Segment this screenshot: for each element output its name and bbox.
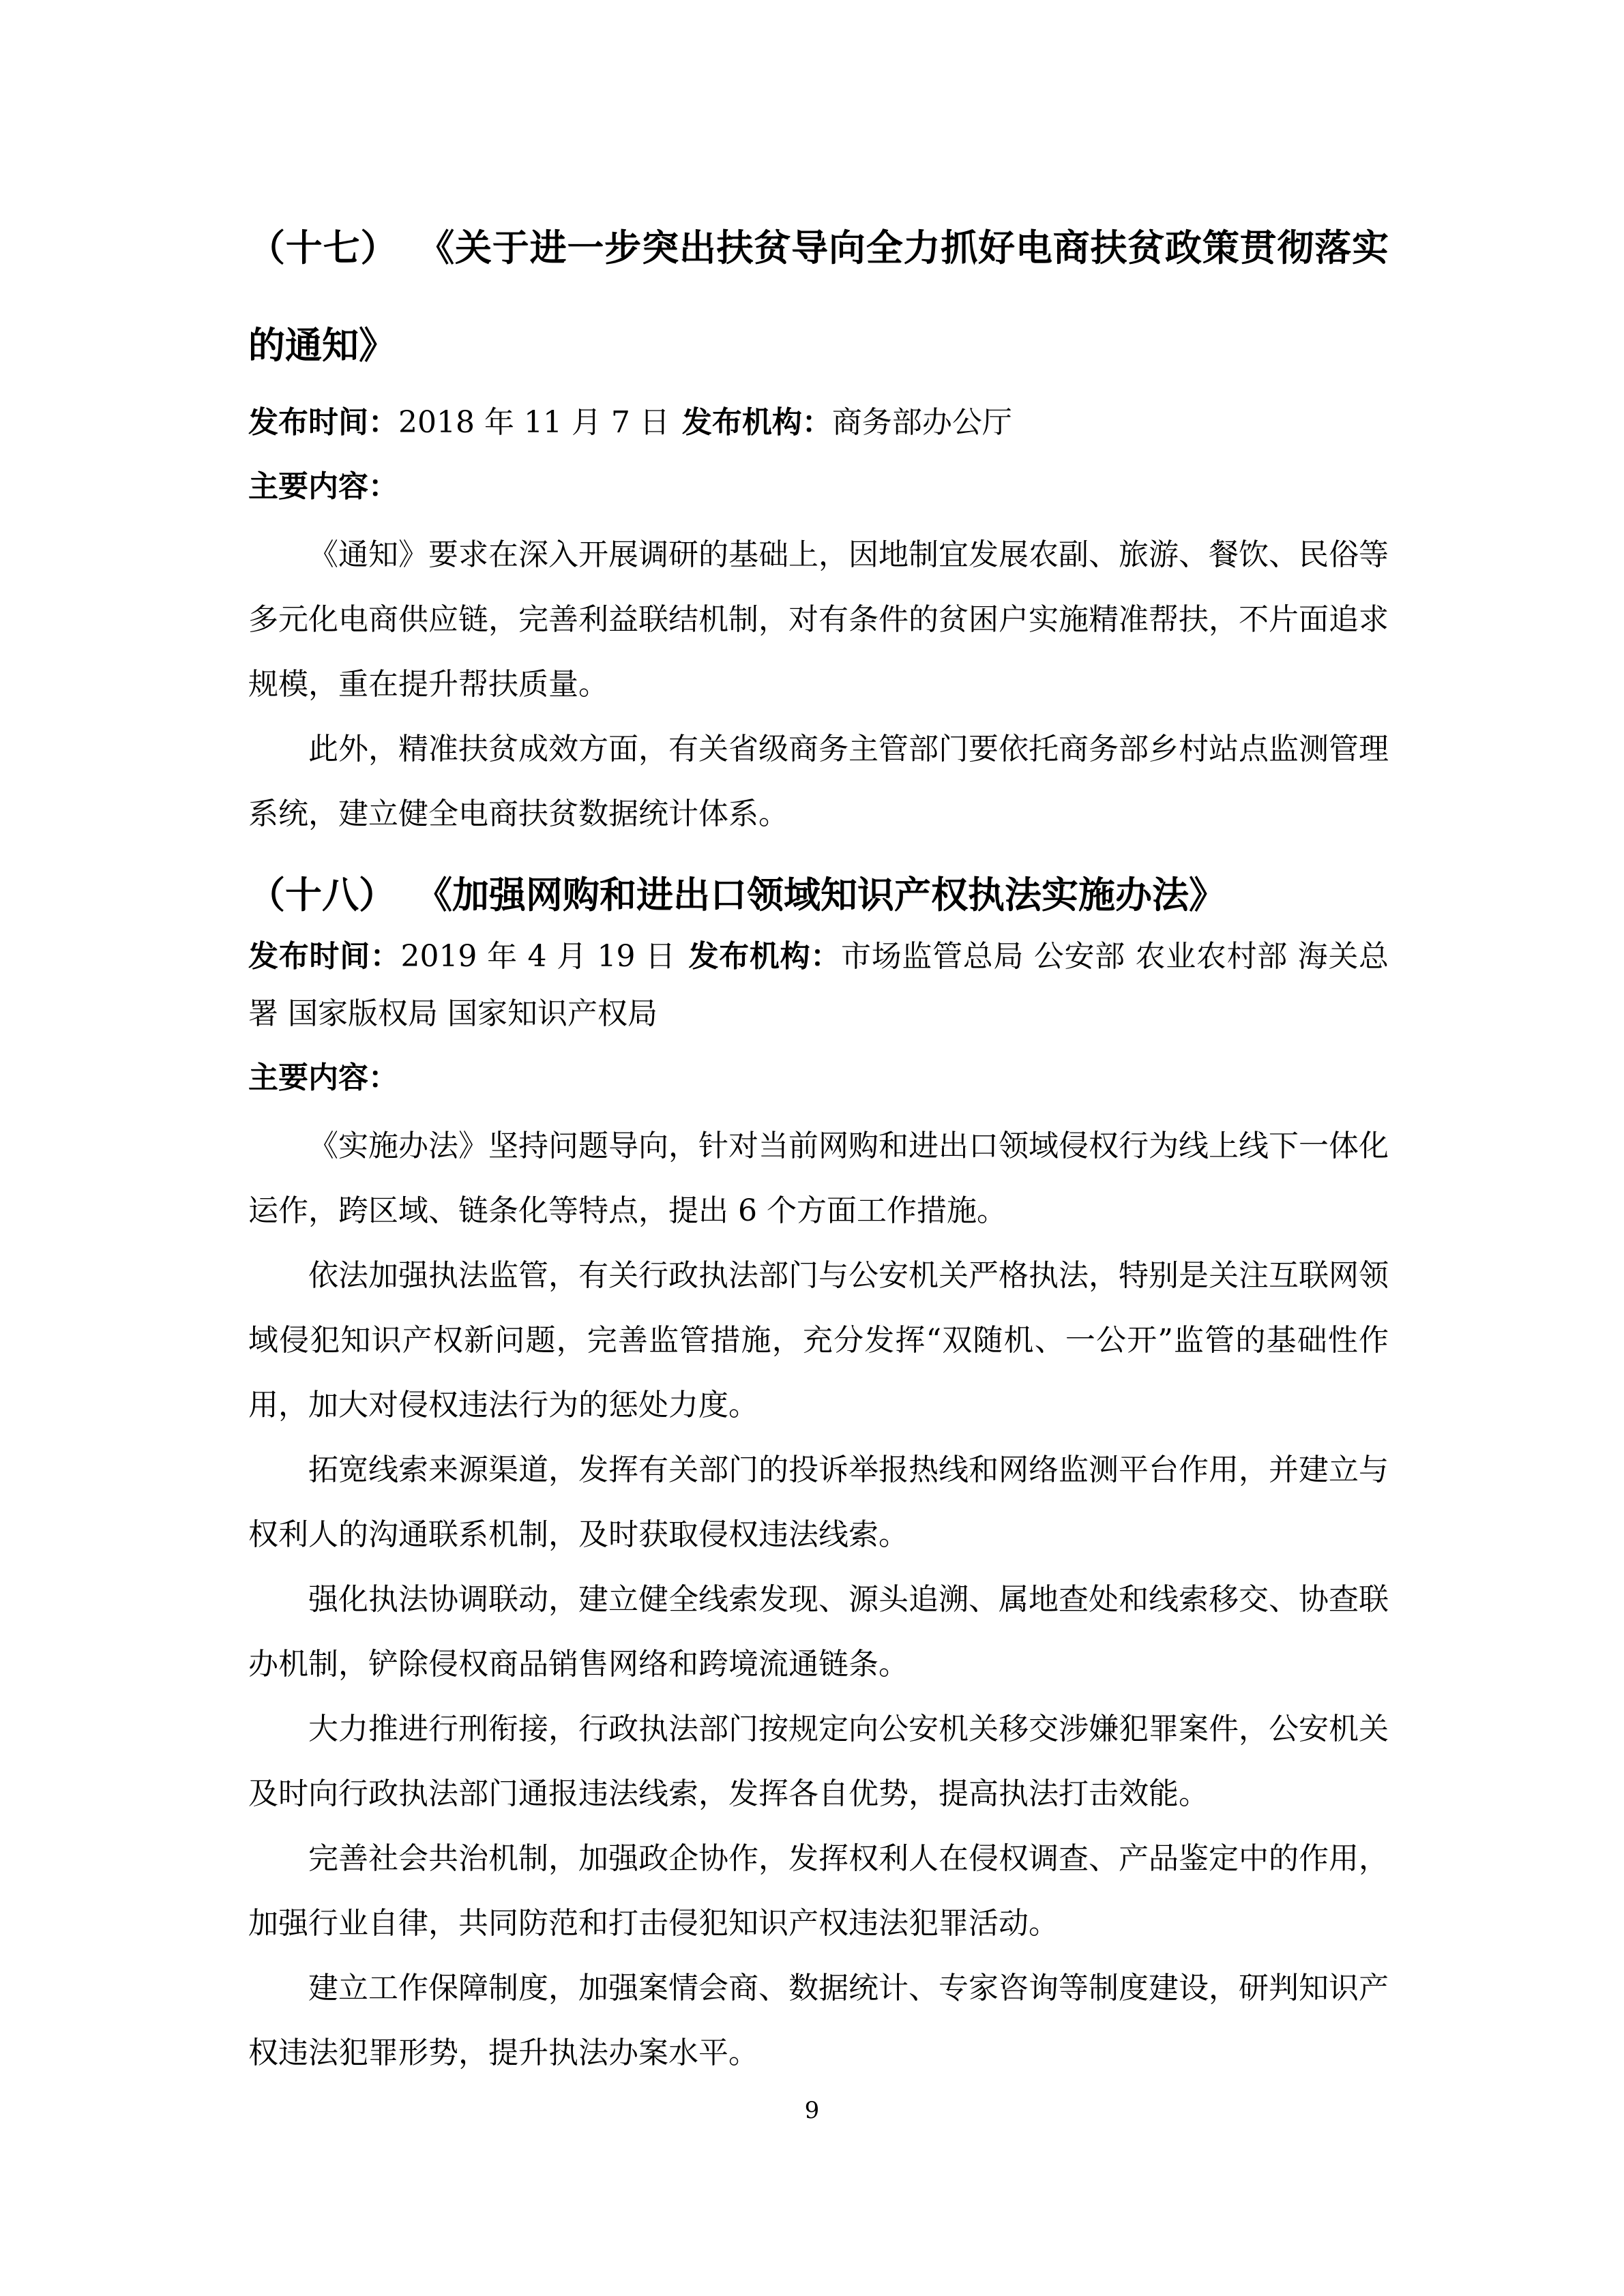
section-18-paragraph-1: 《实施办法》坚持问题导向，针对当前网购和进出口领域侵权行为线上线下一体化运作，跨区域、链条化等特点，提出 6 个方面工作措施。 xyxy=(248,1129,1389,1228)
page-number: 9 xyxy=(804,2097,820,2124)
section-17-paragraph-1: 《通知》要求在深入开展调研的基础上，因地制宜发展农副、旅游、餐饮、民俗等多元化电商供应链，完善利益联结机制，对有条件的贫困户实施精准帮扶，不片面追求规模，重在提升帮扶质量。 xyxy=(248,537,1389,702)
section-17-number: （十七） xyxy=(248,226,398,269)
section-18-org-label: 发布机构： xyxy=(688,939,841,974)
section-18-paragraph-4: 强化执法协调联动，建立健全线索发现、源头追溯、属地查处和线索移交、协查联办机制，铲除侵权商品销售网络和跨境流通链条。 xyxy=(248,1582,1389,1682)
section-18 xyxy=(248,863,1389,2085)
section-17 xyxy=(248,199,1389,846)
section-17-title xyxy=(248,199,1389,394)
section-18-org: 市场监管总局 公安部 农业农村部 海关总署 国家版权局 国家知识产权局 xyxy=(248,939,1389,1031)
section-17-meta xyxy=(248,394,1389,451)
section-18-meta xyxy=(248,928,1389,1043)
section-17-title-text: 《关于进一步突出扶贫导向全力抓好电商扶贫政策贯彻落实的通知》 xyxy=(248,226,1389,367)
section-18-date-label: 发布时间： xyxy=(248,939,401,974)
section-17-org: 商务部办公厅 xyxy=(831,405,1012,440)
section-18-title xyxy=(248,863,1389,928)
section-18-paragraph-3: 拓宽线索来源渠道，发挥有关部门的投诉举报热线和网络监测平台作用，并建立与权利人的沟通联系机制，及时获取侵权违法线索。 xyxy=(248,1452,1389,1552)
section-17-date-label: 发布时间： xyxy=(248,405,398,440)
section-18-date: 2019 年 4 月 19 日 xyxy=(400,939,676,974)
section-18-paragraph-7: 建立工作保障制度，加强案情会商、数据统计、专家咨询等制度建设，研判知识产权违法犯罪形势，提升执法办案水平。 xyxy=(248,1971,1389,2070)
page-content xyxy=(248,199,1389,2085)
section-17-org-label: 发布机构： xyxy=(681,405,832,440)
section-18-title-text: 《加强网购和进出口领域知识产权执法实施办法》 xyxy=(434,874,1226,916)
section-17-content-label: 主要内容： xyxy=(248,469,398,504)
section-18-content-label: 主要内容： xyxy=(248,1060,398,1095)
section-18-paragraph-6: 完善社会共治机制，加强政企协作，发挥权利人在侵权调查、产品鉴定中的作用，加强行业自律，共同防范和打击侵犯知识产权违法犯罪活动。 xyxy=(248,1841,1389,1941)
section-17-paragraph-2: 此外，精准扶贫成效方面，有关省级商务主管部门要依托商务部乡村站点监测管理系统，建立健全电商扶贫数据统计体系。 xyxy=(248,732,1389,831)
section-18-paragraph-5: 大力推进行刑衔接，行政执法部门按规定向公安机关移交涉嫌犯罪案件，公安机关及时向行政执法部门通报违法线索，发挥各自优势，提高执法打击效能。 xyxy=(248,1712,1389,1811)
section-18-number: （十八） xyxy=(248,874,396,916)
section-18-paragraph-2: 依法加强执法监管，有关行政执法部门与公安机关严格执法，特别是关注互联网领域侵犯知识产权新问题，完善监管措施，充分发挥“双随机、一公开”监管的基础性作用，加大对侵权违法行为的惩处力度。 xyxy=(248,1258,1389,1422)
section-17-date: 2018 年 11 月 7 日 xyxy=(398,405,670,440)
